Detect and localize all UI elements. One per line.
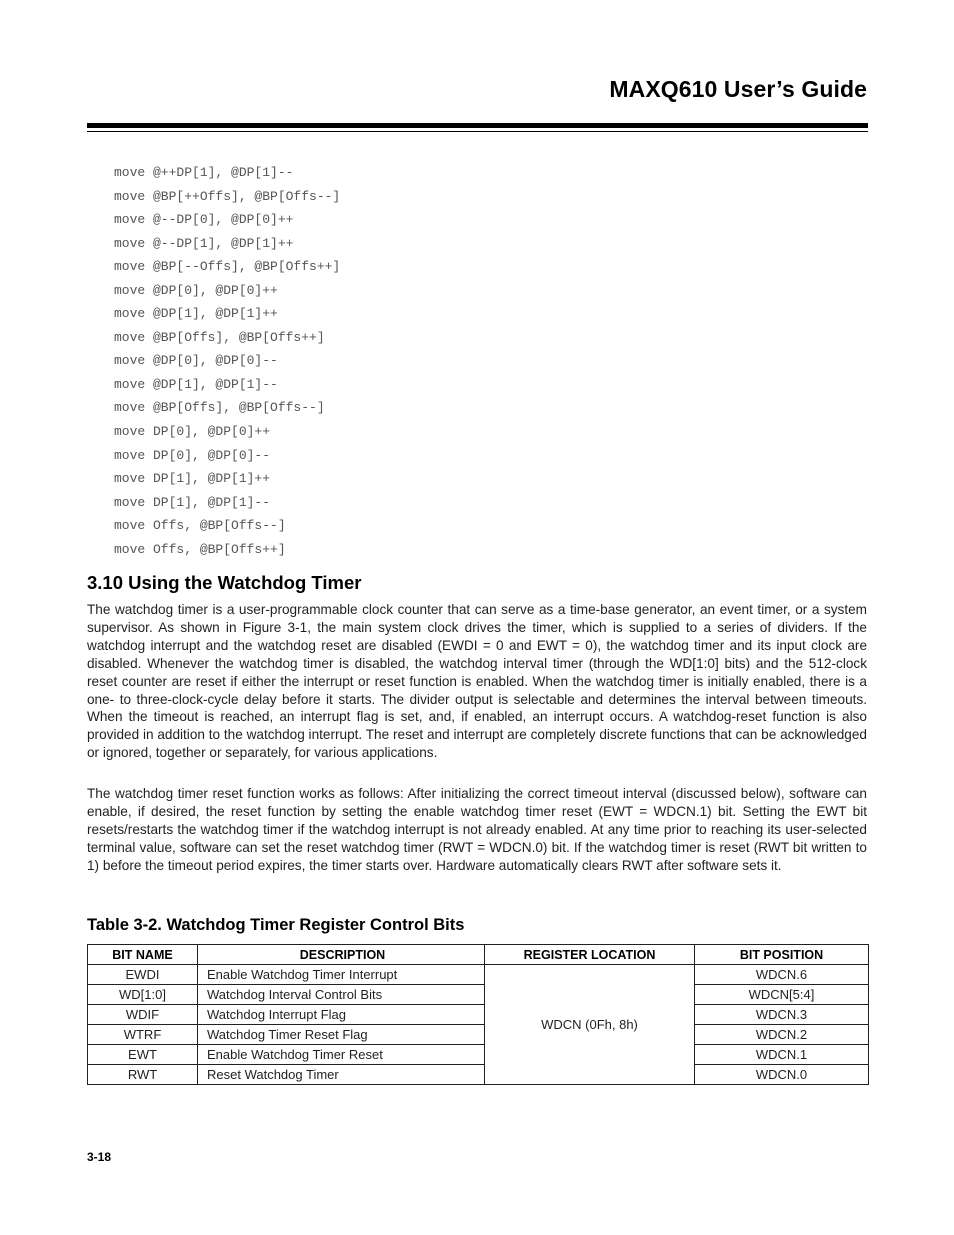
- code-line: move @--DP[0], @DP[0]++: [114, 212, 294, 228]
- table-row: [88, 1005, 869, 1025]
- bit-name-cell: WTRF: [88, 1025, 198, 1045]
- table-header-row: [88, 945, 869, 965]
- code-line: move @BP[--Offs], @BP[Offs++]: [114, 259, 341, 275]
- description-cell: Enable Watchdog Timer Reset: [198, 1045, 485, 1065]
- page-number: 3-18: [87, 1150, 112, 1164]
- document-title: MAXQ610 User’s Guide: [609, 76, 867, 102]
- code-line: move @++DP[1], @DP[1]--: [114, 165, 294, 180]
- description-cell: Enable Watchdog Timer Interrupt: [198, 965, 485, 985]
- bit-name-cell: RWT: [88, 1065, 198, 1085]
- code-line: move @DP[1], @DP[1]--: [114, 376, 278, 392]
- bit-position-cell: WDCN.6: [695, 965, 869, 985]
- description-cell: Watchdog Timer Reset Flag: [198, 1025, 485, 1045]
- code-line: move @BP[Offs], @BP[Offs++]: [114, 329, 325, 345]
- code-line: move DP[0], @DP[0]++: [114, 424, 271, 440]
- bit-position-cell: WDCN.2: [695, 1025, 869, 1045]
- bit-name-cell: WD[1:0]: [88, 985, 198, 1005]
- code-line: move @--DP[1], @DP[1]++: [114, 235, 294, 251]
- section-heading: 3.10 Using the Watchdog Timer: [87, 572, 362, 593]
- bit-name-cell: EWT: [88, 1045, 198, 1065]
- code-listing: [114, 163, 340, 563]
- register-location-cell: WDCN (0Fh, 8h): [485, 965, 695, 1085]
- bit-position-cell: WDCN[5:4]: [695, 985, 869, 1005]
- code-line: move DP[1], @DP[1]++: [114, 471, 271, 487]
- body-paragraph: The watchdog timer is a user-programmable clock counter that can serve as a time-base generator, an event timer, or a system supervisor. As shown in Figure 3-1, the main system clock drives the timer, which is supplied to a series of dividers. If the watchdog interrupt and the watchdog reset are disabled (EWDI = 0 and EWT = 0), the watchdog timer and its input clock are disabled. Whenever the watchdog timer is disabled, the watchdog interval timer (through the WD[1:0] bits) and the 512-clock reset counter are reset if either the interrupt or reset function is enabled. When the watchdog timer is initially enabled, there is a one- to three-clock-cycle delay before it starts. The divider output is selectable and determines the interval between timeouts. When the timeout is reached, an interrupt flag is set, and, if enabled, an interrupt occurs. A watchdog-reset function is also provided in addition to the watchdog interrupt. The reset and interrupt are completely discrete functions that can be acknowledged or ignored, together or separately, for various applications.: [87, 602, 867, 761]
- code-line: move @DP[0], @DP[0]--: [114, 353, 278, 369]
- code-line: move @DP[1], @DP[1]++: [114, 306, 278, 322]
- table-row: [88, 985, 869, 1005]
- description-cell: Reset Watchdog Timer: [198, 1065, 485, 1085]
- code-line: move DP[1], @DP[1]--: [114, 494, 271, 510]
- body-paragraph: The watchdog timer reset function works as follows: After initializing the correct timeout interval (discussed below), software can enable, if desired, the reset function by setting the enable watchdog timer reset (EWT = WDCN.1) bit. Setting the EWT bit resets/restarts the watchdog timer if the watchdog interrupt is not already enabled. At any time prior to reaching its user-selected terminal value, software can set the reset watchdog timer (RWT = WDCN.0) bit. If the watchdog timer is reset (RWT bit written to 1) before the timeout period expires, the timer starts over. Hardware automatically clears RWT after software sets it.: [87, 786, 867, 873]
- register-control-bits-table: [87, 944, 869, 1085]
- description-cell: Watchdog Interval Control Bits: [198, 985, 485, 1005]
- code-line: move @BP[++Offs], @BP[Offs--]: [114, 188, 341, 204]
- column-header-bit-name: BIT NAME: [88, 945, 198, 965]
- table-row: [88, 1065, 869, 1085]
- header-rule-thick: [87, 123, 868, 128]
- code-line: move DP[0], @DP[0]--: [114, 447, 271, 463]
- table-row: [88, 1045, 869, 1065]
- bit-position-cell: WDCN.1: [695, 1045, 869, 1065]
- table-row: [88, 1025, 869, 1045]
- table-row: [88, 965, 869, 985]
- code-line: move @DP[0], @DP[0]++: [114, 282, 278, 298]
- code-line: move Offs, @BP[Offs--]: [114, 518, 286, 534]
- code-line: move Offs, @BP[Offs++]: [114, 541, 286, 557]
- header-rule-thin: [87, 131, 868, 132]
- table-caption: Table 3-2. Watchdog Timer Register Control Bits: [87, 916, 465, 934]
- description-cell: Watchdog Interrupt Flag: [198, 1005, 485, 1025]
- column-header-description: DESCRIPTION: [198, 945, 485, 965]
- column-header-bit-position: BIT POSITION: [695, 945, 869, 965]
- bit-name-cell: WDIF: [88, 1005, 198, 1025]
- bit-position-cell: WDCN.3: [695, 1005, 869, 1025]
- bit-position-cell: WDCN.0: [695, 1065, 869, 1085]
- bit-name-cell: EWDI: [88, 965, 198, 985]
- column-header-register-location: REGISTER LOCATION: [485, 945, 695, 965]
- code-line: move @BP[Offs], @BP[Offs--]: [114, 400, 325, 416]
